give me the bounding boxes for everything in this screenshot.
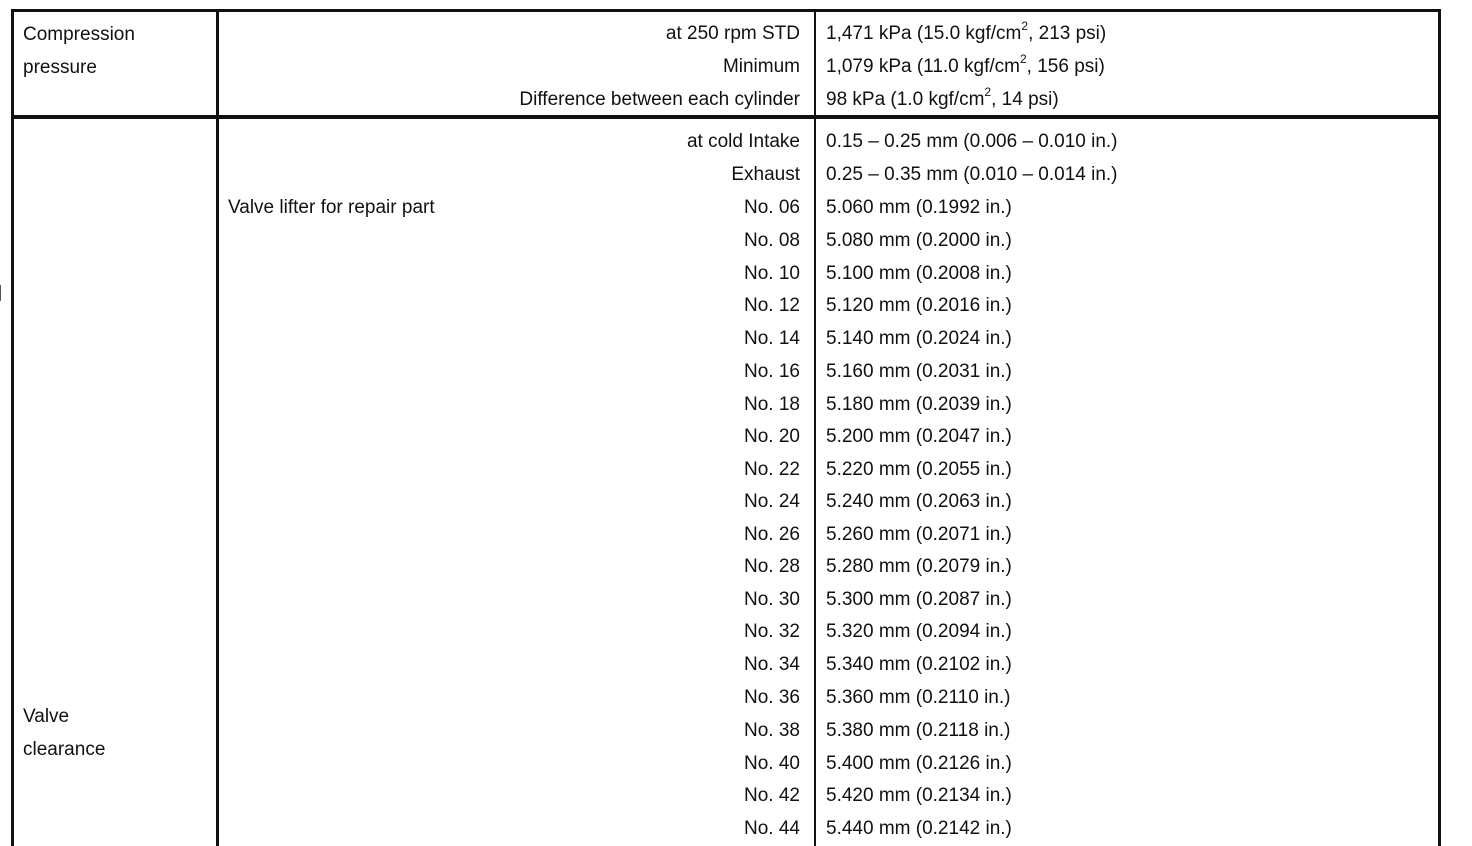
superscript: 2	[1019, 51, 1027, 66]
compression-value-std	[826, 18, 1107, 45]
valve-value: 5.240 mm (0.2063 in.)	[826, 491, 1012, 512]
valve-category-line1: Valve	[23, 706, 70, 727]
compression-value-minimum	[826, 51, 1105, 78]
compression-category-label	[23, 18, 213, 84]
valve-condition: No. 18	[744, 394, 800, 415]
valve-condition: No. 28	[744, 556, 800, 577]
compression-value-difference	[826, 84, 1059, 111]
valve-value: 5.260 mm (0.2071 in.)	[826, 524, 1012, 545]
valve-value: 5.440 mm (0.2142 in.)	[826, 818, 1012, 839]
compression-category-line2: pressure	[23, 57, 97, 78]
valve-condition: at cold Intake	[686, 131, 800, 152]
valve-condition: No. 32	[744, 621, 800, 642]
valve-value: 5.120 mm (0.2016 in.)	[826, 295, 1012, 316]
value-text: 98 kPa (1.0 kgf/cm	[826, 89, 985, 110]
valve-value: 5.080 mm (0.2000 in.)	[826, 230, 1012, 251]
valve-condition: No. 40	[744, 753, 800, 774]
valve-condition: Exhaust	[731, 164, 800, 185]
value-text: , 156 psi)	[1026, 56, 1105, 77]
valve-value: 5.280 mm (0.2079 in.)	[826, 556, 1012, 577]
value-text: , 213 psi)	[1028, 23, 1107, 44]
valve-value: 5.300 mm (0.2087 in.)	[826, 589, 1012, 610]
valve-condition: No. 20	[744, 426, 800, 447]
valve-condition: No. 36	[744, 687, 800, 708]
margin-mark	[0, 285, 1, 301]
valve-value: 0.15 – 0.25 mm (0.006 – 0.010 in.)	[826, 131, 1118, 152]
compression-condition-std: at 250 rpm STD	[665, 23, 800, 44]
valve-condition: No. 22	[744, 459, 800, 480]
valve-condition: No. 34	[744, 654, 800, 675]
valve-condition: No. 44	[744, 818, 800, 839]
valve-condition: No. 10	[744, 263, 800, 284]
valve-category-label	[23, 700, 213, 766]
valve-condition: No. 14	[744, 328, 800, 349]
valve-value: 5.200 mm (0.2047 in.)	[826, 426, 1012, 447]
valve-value: 5.180 mm (0.2039 in.)	[826, 394, 1012, 415]
valve-condition: No. 16	[744, 361, 800, 382]
compression-condition-minimum: Minimum	[722, 56, 800, 77]
superscript: 2	[984, 84, 992, 99]
valve-value: 5.320 mm (0.2094 in.)	[826, 621, 1012, 642]
valve-value: 5.400 mm (0.2126 in.)	[826, 753, 1012, 774]
valve-value: 5.220 mm (0.2055 in.)	[826, 459, 1012, 480]
compression-condition-difference: Difference between each cylinder	[519, 89, 800, 110]
section-divider	[14, 115, 1438, 119]
valve-value: 5.340 mm (0.2102 in.)	[826, 654, 1012, 675]
value-text: , 14 psi)	[991, 89, 1059, 110]
valve-condition: No. 08	[744, 230, 800, 251]
valve-condition: No. 24	[744, 491, 800, 512]
compression-category-line1: Compression	[23, 24, 135, 45]
value-text: 1,079 kPa (11.0 kgf/cm	[826, 56, 1020, 77]
valve-value: 5.360 mm (0.2110 in.)	[826, 687, 1011, 708]
column-divider-2	[814, 12, 816, 846]
valve-value: 5.160 mm (0.2031 in.)	[826, 361, 1012, 382]
valve-category-line2: clearance	[23, 739, 106, 760]
value-text: 1,471 kPa (15.0 kgf/cm	[826, 23, 1022, 44]
valve-value: 5.060 mm (0.1992 in.)	[826, 197, 1012, 218]
valve-condition: No. 30	[744, 589, 800, 610]
superscript: 2	[1021, 18, 1029, 33]
valve-condition: No. 26	[744, 524, 800, 545]
valve-value: 5.140 mm (0.2024 in.)	[826, 328, 1012, 349]
valve-value: 5.100 mm (0.2008 in.)	[826, 263, 1012, 284]
valve-condition: No. 42	[744, 785, 800, 806]
valve-condition: No. 06	[744, 197, 800, 218]
spec-table	[11, 9, 1441, 846]
valve-value: 5.380 mm (0.2118 in.)	[826, 720, 1011, 741]
valve-lifter-sub-label: Valve lifter for repair part	[228, 197, 435, 218]
column-divider-1	[216, 12, 219, 846]
valve-condition: No. 12	[744, 295, 800, 316]
valve-value: 5.420 mm (0.2134 in.)	[826, 785, 1012, 806]
valve-value: 0.25 – 0.35 mm (0.010 – 0.014 in.)	[826, 164, 1118, 185]
valve-condition: No. 38	[744, 720, 800, 741]
